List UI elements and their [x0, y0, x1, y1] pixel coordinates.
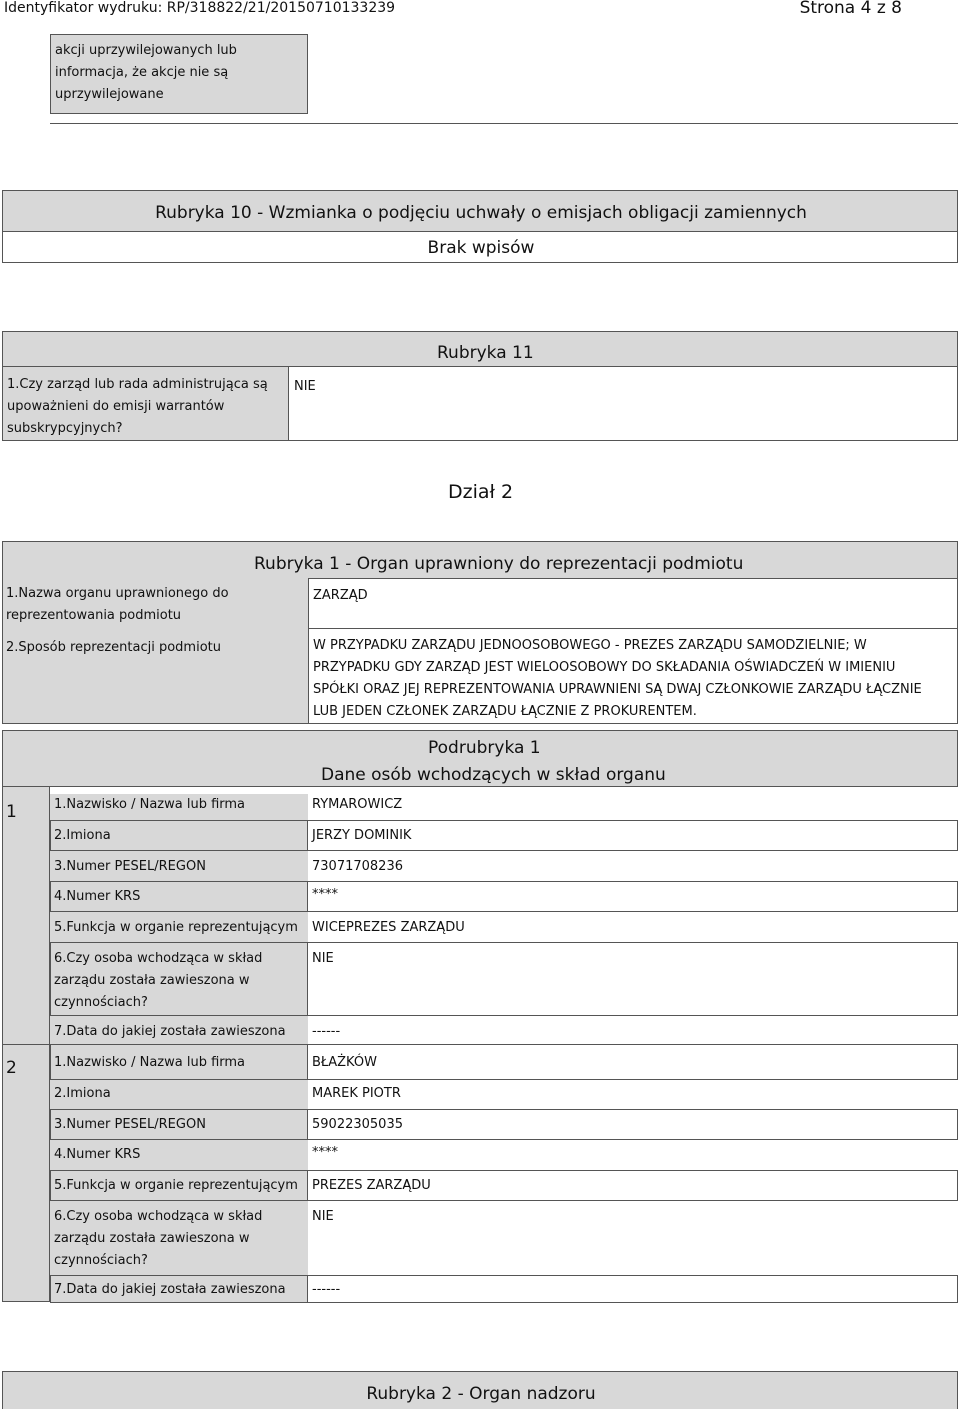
suspended-value: NIE — [312, 951, 334, 966]
representation-value-cell — [308, 628, 958, 724]
warrants-question-value — [288, 366, 958, 441]
rubryka-11-header — [2, 331, 958, 367]
page-number: Strona 4 z 8 — [799, 0, 902, 18]
warrants-question-label — [2, 366, 289, 441]
person-1-value-cell — [307, 881, 958, 912]
podrubryka-1-subtitle: Dane osób wchodzących w skład organu — [321, 765, 666, 785]
first-names-value: JERZY DOMINIK — [312, 828, 412, 843]
surname-label: 1.Nazwisko / Nazwa lub firma — [54, 797, 246, 812]
print-identifier: Identyfikator wydruku: RP/318822/21/20150710133239 — [4, 0, 396, 16]
organ-name-label: 1.Nazwa organu uprawnionego do reprezentowania podmiotu — [6, 586, 229, 623]
surname-label: 1.Nazwisko / Nazwa lub firma — [54, 1055, 246, 1070]
surname-value: BŁAŻKÓW — [312, 1055, 377, 1070]
function-label: 5.Funkcja w organie reprezentującym — [54, 920, 298, 935]
organ-name-value: ZARZĄD — [313, 588, 368, 603]
share-info-text: akcji uprzywilejowanych lub informacja, że akcje nie są uprzywilejowane — [55, 43, 237, 102]
representation-label: 2.Sposób reprezentacji podmiotu — [6, 640, 221, 655]
surname-value: RYMAROWICZ — [312, 797, 403, 812]
pesel-value: 73071708236 — [312, 859, 403, 874]
organ-name-value-cell — [308, 578, 958, 629]
representation-value: W PRZYPADKU ZARZĄDU JEDNOOSOBOWEGO - PREZES ZARZĄDU SAMODZIELNIE; W PRZYPADKU GDY ZARZĄD JEST WIELOOSOBOWY DO SKŁADANIA OŚWIADCZEŃ W IMIENIU SPÓŁKI ORAZ JEJ REPREZENTOWANIA UPRAWNIENI SĄ DWAJ CZŁONKOWIE ZARZĄDU ŁĄCZNIE LUB JEDEN CZŁONEK ZARZĄDU ŁĄCZNIE Z PROKURENTEM. — [313, 638, 922, 719]
podrubryka-1-title: Podrubryka 1 — [428, 738, 541, 758]
suspended-until-value: ------ — [312, 1024, 341, 1039]
person-2-value-cell — [307, 1044, 958, 1080]
person-2-value-cell — [307, 1275, 958, 1303]
first-names-value: MAREK PIOTR — [312, 1086, 401, 1101]
rubryka-2-title: Rubryka 2 - Organ nadzoru — [366, 1384, 596, 1404]
suspended-until-label: 7.Data do jakiej została zawieszona — [54, 1024, 286, 1039]
section-title: Dział 2 — [448, 481, 514, 503]
pesel-value: 59022305035 — [312, 1117, 403, 1132]
no-entries-text: Brak wpisów — [427, 238, 535, 258]
person-number: 2 — [6, 1058, 17, 1078]
suspended-until-label: 7.Data do jakiej została zawieszona — [54, 1282, 286, 1297]
podrubryka-1-header — [2, 730, 958, 787]
krs-value: **** — [312, 1145, 338, 1160]
rubryka-10-title: Rubryka 10 - Wzmianka o podjęciu uchwały o emisjach obligacji zamiennych — [155, 203, 807, 223]
divider-line — [50, 123, 958, 124]
suspended-label: 6.Czy osoba wchodząca w skład zarządu została zawieszona w czynnościach? — [54, 951, 263, 1010]
person-1-value-cell — [307, 942, 958, 1016]
first-names-label: 2.Imiona — [54, 1086, 111, 1101]
suspended-value: NIE — [312, 1209, 334, 1224]
person-2-value-cell — [307, 1109, 958, 1140]
rubryka-10-header — [2, 190, 958, 232]
rubryka-11-title: Rubryka 11 — [437, 343, 534, 363]
suspended-until-value: ------ — [312, 1282, 341, 1297]
function-label: 5.Funkcja w organie reprezentującym — [54, 1178, 298, 1193]
share-info-box — [50, 34, 308, 114]
person-number: 1 — [6, 802, 17, 822]
person-divider — [2, 1044, 50, 1045]
function-value: PREZES ZARZĄDU — [312, 1178, 431, 1193]
warrants-answer: NIE — [294, 379, 316, 394]
warrants-question-text: 1.Czy zarząd lub rada administrująca są upoważnieni do emisji warrantów subskrypcyjnych? — [7, 377, 268, 436]
rubryka-1-title: Rubryka 1 - Organ uprawniony do reprezentacji podmiotu — [254, 554, 744, 574]
rubryka-2-header — [2, 1371, 958, 1409]
function-value: WICEPREZES ZARZĄDU — [312, 920, 465, 935]
first-names-label: 2.Imiona — [54, 828, 111, 843]
krs-value: **** — [312, 887, 338, 902]
pesel-label: 3.Numer PESEL/REGON — [54, 1117, 206, 1132]
krs-label: 4.Numer KRS — [54, 889, 141, 904]
pesel-label: 3.Numer PESEL/REGON — [54, 859, 206, 874]
krs-label: 4.Numer KRS — [54, 1147, 141, 1162]
rubryka-10-body — [2, 231, 958, 263]
suspended-label: 6.Czy osoba wchodząca w skład zarządu została zawieszona w czynnościach? — [54, 1209, 263, 1268]
